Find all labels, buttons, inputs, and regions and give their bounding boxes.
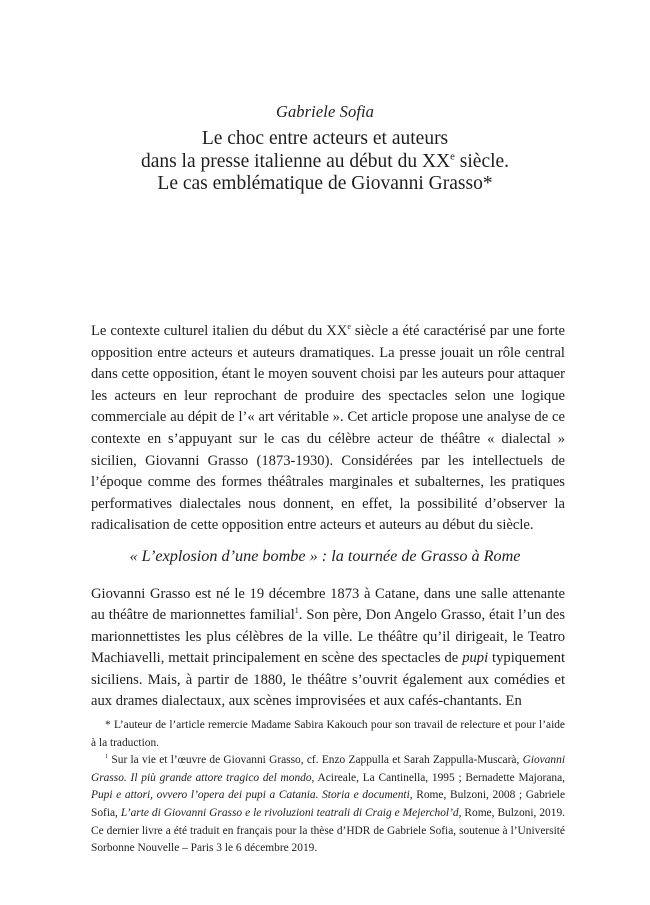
body-text-part-3: typiquement siciliens. Mais, à partir de 1880, le théâtre s’ouvrit également aux comédies et aux drames dialectaux, aux scènes improvisées et aux cafés-chantants. En <box>91 650 565 710</box>
title-line-2 <box>0 151 650 174</box>
footnote-1-title-2: Pupi e attori, ovvero l’opera dei pupi a Catania. Storia e documenti <box>91 789 410 802</box>
body-paragraph <box>91 584 565 712</box>
footnotes <box>91 717 565 858</box>
footnote-1-text-a: Sur la vie et l’œuvre de Giovanni Grasso, cf. Enzo Zappulla et Sarah Zappulla-Muscarà, <box>108 754 523 767</box>
body-text-part-1: Giovanni Grasso est né le 19 décembre 1873 à Catane, dans une salle attenante au théâtre de marionnettes familial <box>91 586 565 624</box>
abstract-start: Le contexte culturel italien du début du XX <box>91 323 348 339</box>
abstract-century-superscript: e <box>347 322 351 332</box>
title-line-2-end: siècle. <box>454 150 510 172</box>
footnote-1-text-b: , Acireale, La Cantinella, 1995 ; Bernadette Majorana, <box>311 771 565 784</box>
footnote-1-text-d: , Rome, Bulzoni, 2019. Ce dernier livre a été traduit en français pour la thèse d’HDR de Gabriele Sofia, soutenue à l’Université Sorbonne Nouvelle – Paris 3 le 6 décembre 2019. <box>91 806 565 855</box>
footnote-1-number: 1 <box>105 753 109 761</box>
footnote-1 <box>91 752 565 858</box>
title-century-superscript: e <box>450 150 455 162</box>
footnote-1-title-1: Giovanni Grasso. Il più grande attore tragico del mondo <box>91 754 565 784</box>
body-text-part-2: . Son père, Don Angelo Grasso, était l’un des marionnettistes les plus célèbres de la ville. Le théâtre qu’il dirigeait, le Teatro Machiavelli, mettait principalement en scène des spectacles de <box>91 607 565 667</box>
footnote-1-text-c: , Rome, Bulzoni, 2008 ; Gabriele Sofia, <box>91 789 565 819</box>
abstract-rest: siècle a été caractérisé par une forte opposition entre acteurs et auteurs dramatiques. La presse jouait un rôle central dans cette opposition, étant le moyen souvent choisi par les auteurs pour attaquer les acteurs en leur reprochant de produire des spectacles selon une logique commerciale au dépit de l’« art véritable ». Cet article propose une analyse de ce contexte en s’appuyant sur le cas du célèbre acteur de théâtre « dialectal » sicilien, Giovanni Grasso (1873-1930). Considérées par les intellectuels de l’époque comme des formes théâtrales marginales et subalternes, les pratiques performatives dialectales nous donnent, en effet, la possibilité d’observer la radicalisation de cette opposition entre acteurs et auteurs au début du siècle. <box>91 323 565 534</box>
footnote-reference-1[interactable]: 1 <box>294 606 299 616</box>
section-heading: « L’explosion d’une bombe » : la tournée de Grasso à Rome <box>129 547 521 565</box>
title-line-1: Le choc entre acteurs et auteurs <box>201 128 449 149</box>
footnote-star: * L’auteur de l’article remercie Madame Sabira Kakouch pour son travail de relecture et pour l’aide à la traduction. <box>91 719 565 749</box>
title-line-3: Le cas emblématique de Giovanni Grasso* <box>157 173 493 194</box>
author-name: Gabriele Sofia <box>275 102 375 121</box>
abstract-paragraph <box>91 321 565 537</box>
article-title <box>0 128 650 196</box>
title-line-2-text: dans la presse italienne au début du XX <box>140 150 451 172</box>
footnote-1-title-3: L’arte di Giovanni Grasso e le rivoluzioni teatrali di Craig e Mejerchol’d <box>120 806 459 819</box>
body-italic-pupi: pupi <box>462 650 489 667</box>
